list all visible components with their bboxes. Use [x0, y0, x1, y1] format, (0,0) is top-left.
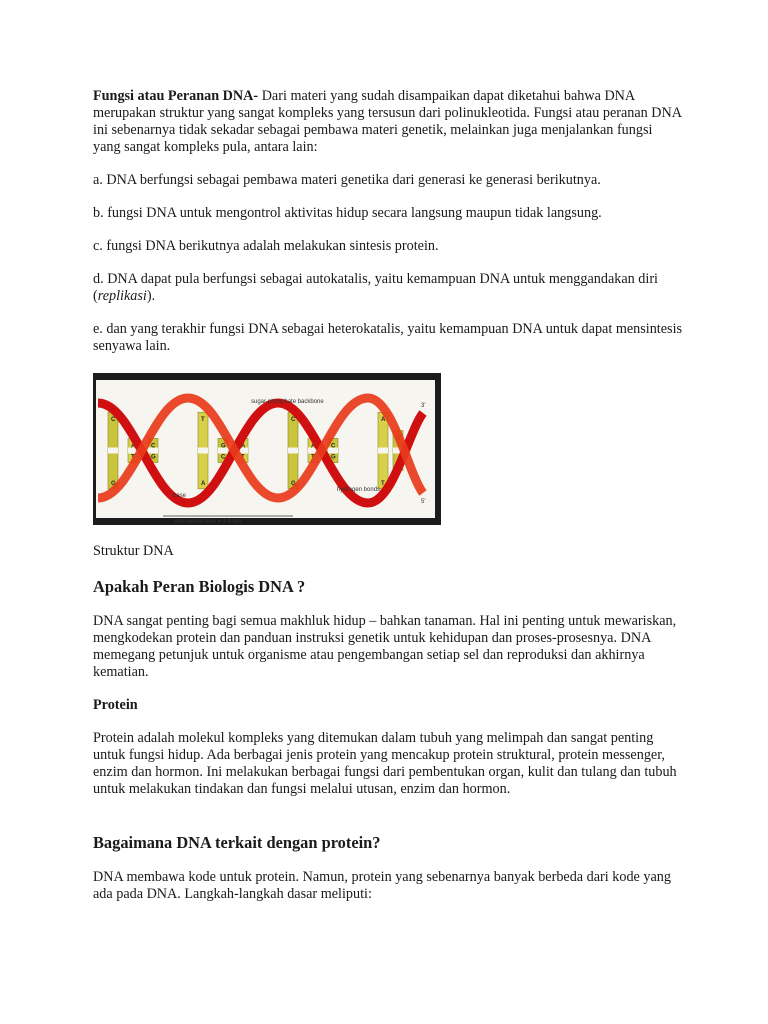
- base-letter: A: [201, 480, 206, 487]
- base-letter: C: [396, 435, 401, 442]
- label-5-prime: 5': [421, 499, 426, 505]
- protein-subheading: Protein: [93, 697, 138, 713]
- intro-bold-lead: Fungsi atau Peranan DNA-: [93, 88, 259, 104]
- section-biological-role: [93, 577, 683, 798]
- intro-block: [93, 88, 683, 355]
- base-letter: G: [291, 480, 296, 487]
- base-letter: T: [241, 454, 245, 461]
- base-letter: G: [331, 454, 336, 461]
- dna-figure: [93, 373, 441, 525]
- section1-heading: Apakah Peran Biologis DNA ?: [93, 577, 306, 596]
- base-letter: T: [201, 417, 205, 424]
- section2-paragraph: DNA membawa kode untuk protein. Namun, protein yang sebenarnya banyak berbeda dari kode yang ada pada DNA. Langkah-langkah dasar meliputi:: [93, 869, 671, 902]
- figure-caption: Struktur DNA: [93, 543, 174, 559]
- label-backbone: sugar-phosphate backbone: [251, 399, 324, 405]
- label-helical-turn: one helical turn = 3.4 nm: [175, 519, 241, 525]
- label-3-prime: 3': [421, 403, 426, 409]
- section2-heading: Bagaimana DNA terkait dengan protein?: [93, 833, 381, 852]
- list-item-e: e. dan yang terakhir fungsi DNA sebagai heterokatalis, yaitu kemampuan DNA untuk dapat mensintesis senyawa lain.: [93, 321, 683, 354]
- protein-paragraph: Protein adalah molekul kompleks yang ditemukan dalam tubuh yang melimpah dan sangat penting untuk fungsi hidup. Ada berbagai jenis protein yang mencakup protein struktural, protein messenger, enzim dan hormon. Ini melakukan berbagai fungsi dari pembentukan organ, kulit dan tulang dan tubuh untuk melakukan tindakan dan fungsi melalui utusan, enzim dan hormon.: [93, 730, 677, 797]
- section1-paragraph: DNA sangat penting bagi semua makhluk hidup – bahkan tanaman. Hal ini penting untuk mewariskan, mengkodekan protein dan panduan instruksi genetik untuk kehidupan dan proses-prosesnya. DNA memegang petunjuk untuk organisme atau pengembangan setiap sel dan reproduksi dan akhirnya kematian.: [93, 613, 677, 680]
- label-hydrogen-bonds: hydrogen bonds: [337, 487, 381, 493]
- base-letter: A: [311, 443, 316, 450]
- base-letter: A: [381, 417, 386, 424]
- base-letter: C: [331, 443, 336, 450]
- base-letter: C: [111, 417, 116, 424]
- base-letter: T: [381, 480, 385, 487]
- section-dna-protein: [93, 833, 683, 903]
- list-item-a: a. DNA berfungsi sebagai pembawa materi genetika dari generasi ke generasi berikutnya.: [93, 172, 601, 188]
- list-item-c: c. fungsi DNA berikutnya adalah melakukan sintesis protein.: [93, 238, 439, 254]
- base-letter: T: [311, 454, 315, 461]
- base-letter: A: [131, 443, 136, 450]
- hydrogen-bond-gap: [378, 448, 388, 454]
- list-item-d-end: ).: [146, 288, 156, 304]
- hydrogen-bond-gap: [288, 448, 298, 454]
- hydrogen-bond-gap: [198, 448, 208, 454]
- base-letter: G: [396, 462, 401, 469]
- base-letter: G: [221, 443, 226, 450]
- intro-paragraph: [93, 88, 683, 156]
- base-letter: C: [291, 417, 296, 424]
- list-item-d: [93, 271, 683, 305]
- base-letter: G: [111, 480, 116, 487]
- intro-text: Dari materi yang sudah disampaikan dapat diketahui bahwa DNA merupakan struktur yang sangat kompleks yang tersusun dari polinukleotida. Fungsi atau peranan DNA ini sebenarnya tidak sekadar sebagai pembawa materi genetik, melainkan juga menjalankan fungsi yang sangat kompleks pula, antara lain:: [93, 88, 682, 155]
- label-base: base: [173, 493, 187, 499]
- dna-helix-illustration: [93, 373, 441, 525]
- hydrogen-bond-gap: [108, 448, 118, 454]
- base-letter: A: [241, 443, 246, 450]
- base-letter: C: [151, 443, 156, 450]
- list-item-d-text: d. DNA dapat pula berfungsi sebagai autokatalis, yaitu kemampuan DNA untuk menggandakan diri (: [93, 271, 658, 304]
- list-item-d-italic: replikasi: [97, 288, 147, 304]
- base-letter: C: [221, 454, 226, 461]
- list-item-b: b. fungsi DNA untuk mengontrol aktivitas hidup secara langsung maupun tidak langsung.: [93, 205, 602, 221]
- base-letter: G: [151, 454, 156, 461]
- base-letter: T: [131, 454, 135, 461]
